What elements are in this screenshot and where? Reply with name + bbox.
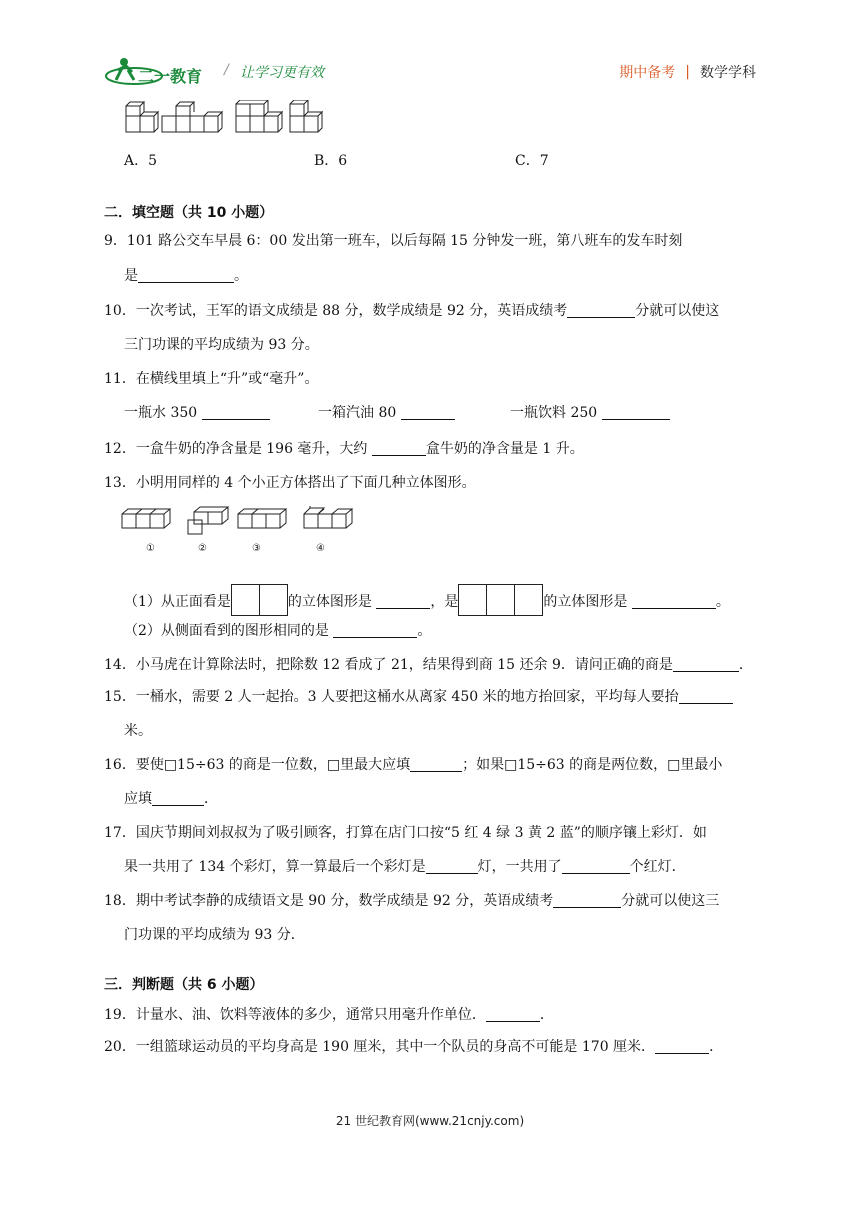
q13-sub2-pre: （2）从侧面看到的图形相同的是 xyxy=(124,623,329,639)
q18-line2: 门功课的平均成绩为 93 分． xyxy=(124,927,305,943)
q8-cube-figures xyxy=(124,100,334,136)
q15-line1 xyxy=(104,686,733,706)
q20-pre: 20．一组篮球运动员的平均身高是 190 厘米，其中一个队员的身高不可能是 170 厘米． xyxy=(104,1039,656,1055)
q18-line1 xyxy=(104,890,719,910)
q13-sub1-post: 的立体图形是 xyxy=(543,594,628,610)
q19-blank[interactable] xyxy=(486,1007,540,1022)
option-c: C．7 xyxy=(515,153,549,169)
q18-line1-post: 分就可以使这三 xyxy=(621,893,720,909)
q13-label-4: ④ xyxy=(316,543,325,554)
header-right xyxy=(619,62,756,82)
q10-line1-pre: 10．一次考试，王军的语文成绩是 88 分，数学成绩是 92 分，英语成绩考 xyxy=(104,303,568,319)
logo-text: 二一教育 xyxy=(138,67,203,86)
q17-blank1[interactable] xyxy=(426,859,478,874)
section-3-title: 三．判断题（共 6 小题） xyxy=(104,977,264,993)
q14-line xyxy=(104,654,753,674)
front-view-box-5 xyxy=(514,584,543,616)
q11-item3-text: 一瓶饮料 250 xyxy=(510,405,598,421)
q19-line xyxy=(104,1004,554,1024)
q13-line1: 13．小明用同样的 4 个小正方体搭出了下面几种立体图形。 xyxy=(104,475,476,491)
q16-line2 xyxy=(124,788,218,808)
q11-item3 xyxy=(510,402,670,422)
q13-sub2 xyxy=(124,620,431,640)
q13-blank3[interactable] xyxy=(333,623,417,638)
front-view-box-4 xyxy=(486,584,515,616)
front-view-box-1 xyxy=(231,584,260,616)
q16-line1 xyxy=(104,754,722,774)
q13-label-1: ① xyxy=(146,543,155,554)
q9-line2 xyxy=(124,265,248,285)
q17-line2 xyxy=(124,856,686,876)
q20-post: ． xyxy=(709,1039,724,1055)
q12-post: 盒牛奶的净含量是 1 升。 xyxy=(425,441,584,457)
q10-blank[interactable] xyxy=(567,303,635,318)
q17-blank2[interactable] xyxy=(562,859,630,874)
q19-pre: 19．计量水、油、饮料等液体的多少，通常只用毫升作单位． xyxy=(104,1007,486,1023)
q19-post: ． xyxy=(539,1007,554,1023)
exam-label: 期中备考 xyxy=(619,65,676,81)
q13-sub1-mid2: ，是 xyxy=(430,594,459,610)
q13-blank2[interactable] xyxy=(632,594,716,609)
q9-line1: 9．101 路公交车早晨 6：00 发出第一班车，以后每隔 15 分钟发一班，第八班车的发车时刻 xyxy=(104,233,683,249)
q13-sub2-post: 。 xyxy=(417,623,432,639)
q16-line1-pre: 16．要使□15÷63 的商是一位数，□里最大应填 xyxy=(104,757,411,773)
slogan: 让学习更有效 xyxy=(240,65,324,81)
q11-blank2[interactable] xyxy=(401,405,455,420)
q11-item2-text: 一箱汽油 80 xyxy=(318,405,397,421)
q9-blank[interactable] xyxy=(138,268,234,283)
q11-item1-text: 一瓶水 350 xyxy=(124,405,198,421)
q14-blank[interactable] xyxy=(673,657,739,672)
section-2-title: 二．填空题（共 10 小题） xyxy=(104,205,274,221)
q20-blank[interactable] xyxy=(655,1039,709,1054)
option-b: B．6 xyxy=(314,153,348,169)
q18-line1-pre: 18．期中考试李静的成绩语文是 90 分，数学成绩是 92 分，英语成绩考 xyxy=(104,893,554,909)
q14-pre: 14．小马虎在计算除法时，把除数 12 看成了 21，结果得到商 15 还余 9．请问正确的商是 xyxy=(104,657,673,673)
q10-line2: 三门功课的平均成绩为 93 分。 xyxy=(124,337,319,353)
q13-label-3: ③ xyxy=(252,543,261,554)
q10-line1 xyxy=(104,300,719,320)
header-slash: / xyxy=(224,62,229,78)
q13-sub1 xyxy=(124,584,730,616)
q15-line1-pre: 15．一桶水，需要 2 人一起抬。3 人要把这桶水从离家 450 米的地方抬回家，平均每人要抬 xyxy=(104,689,679,705)
q15-line2: 米。 xyxy=(124,723,152,739)
q20-line xyxy=(104,1036,723,1056)
header-separator: | xyxy=(685,64,690,80)
front-view-box-3 xyxy=(458,584,487,616)
q16-line1-mid: ；如果□15÷63 的商是两位数，□里最小 xyxy=(462,757,723,773)
q13-sub1-mid: 的立体图形是 xyxy=(287,594,372,610)
option-a: A．5 xyxy=(124,153,158,169)
q16-line2-pre: 应填 xyxy=(124,791,152,807)
q17-line1: 17．国庆节期间刘叔叔为了吸引顾客，打算在店门口按“5 红 4 绿 3 黄 2 蓝”的顺序镶上彩灯．如 xyxy=(104,825,707,841)
q13-blank1[interactable] xyxy=(376,594,430,609)
q16-blank2[interactable] xyxy=(152,791,204,806)
q11-item2 xyxy=(318,402,455,422)
page-header xyxy=(0,0,860,100)
q12-blank[interactable] xyxy=(372,441,426,456)
q18-blank[interactable] xyxy=(553,893,621,908)
q14-post: ． xyxy=(738,657,753,673)
q16-line2-post: ． xyxy=(204,791,218,807)
q16-blank1[interactable] xyxy=(410,757,462,772)
q13-cube-figures xyxy=(120,506,360,536)
logo xyxy=(104,52,216,88)
q12-line xyxy=(104,438,584,458)
front-view-box-2 xyxy=(259,584,288,616)
q15-blank[interactable] xyxy=(679,689,733,704)
q11-item1 xyxy=(124,402,270,422)
q17-line2-mid: 灯，一共用了 xyxy=(477,859,562,875)
subject-label: 数学学科 xyxy=(700,65,756,81)
q9-line2-pre: 是 xyxy=(124,268,138,284)
q11-line1: 11．在横线里填上“升”或“毫升”。 xyxy=(104,371,319,387)
q11-blank3[interactable] xyxy=(602,405,670,420)
q13-sub1-end: 。 xyxy=(715,594,730,610)
q17-line2-post: 个红灯． xyxy=(629,859,686,875)
q13-label-2: ② xyxy=(198,543,207,554)
q10-line1-post: 分就可以使这 xyxy=(635,303,720,319)
q17-line2-pre: 果一共用了 134 个彩灯，算一算最后一个彩灯是 xyxy=(124,859,426,875)
q9-line2-post: 。 xyxy=(234,268,248,284)
page-footer: 21 世纪教育网(www.21cnjy.com) xyxy=(335,1114,525,1128)
q12-pre: 12．一盒牛奶的净含量是 196 毫升，大约 xyxy=(104,441,368,457)
q13-sub1-pre: （1）从正面看是 xyxy=(124,594,231,610)
q11-blank1[interactable] xyxy=(202,405,270,420)
